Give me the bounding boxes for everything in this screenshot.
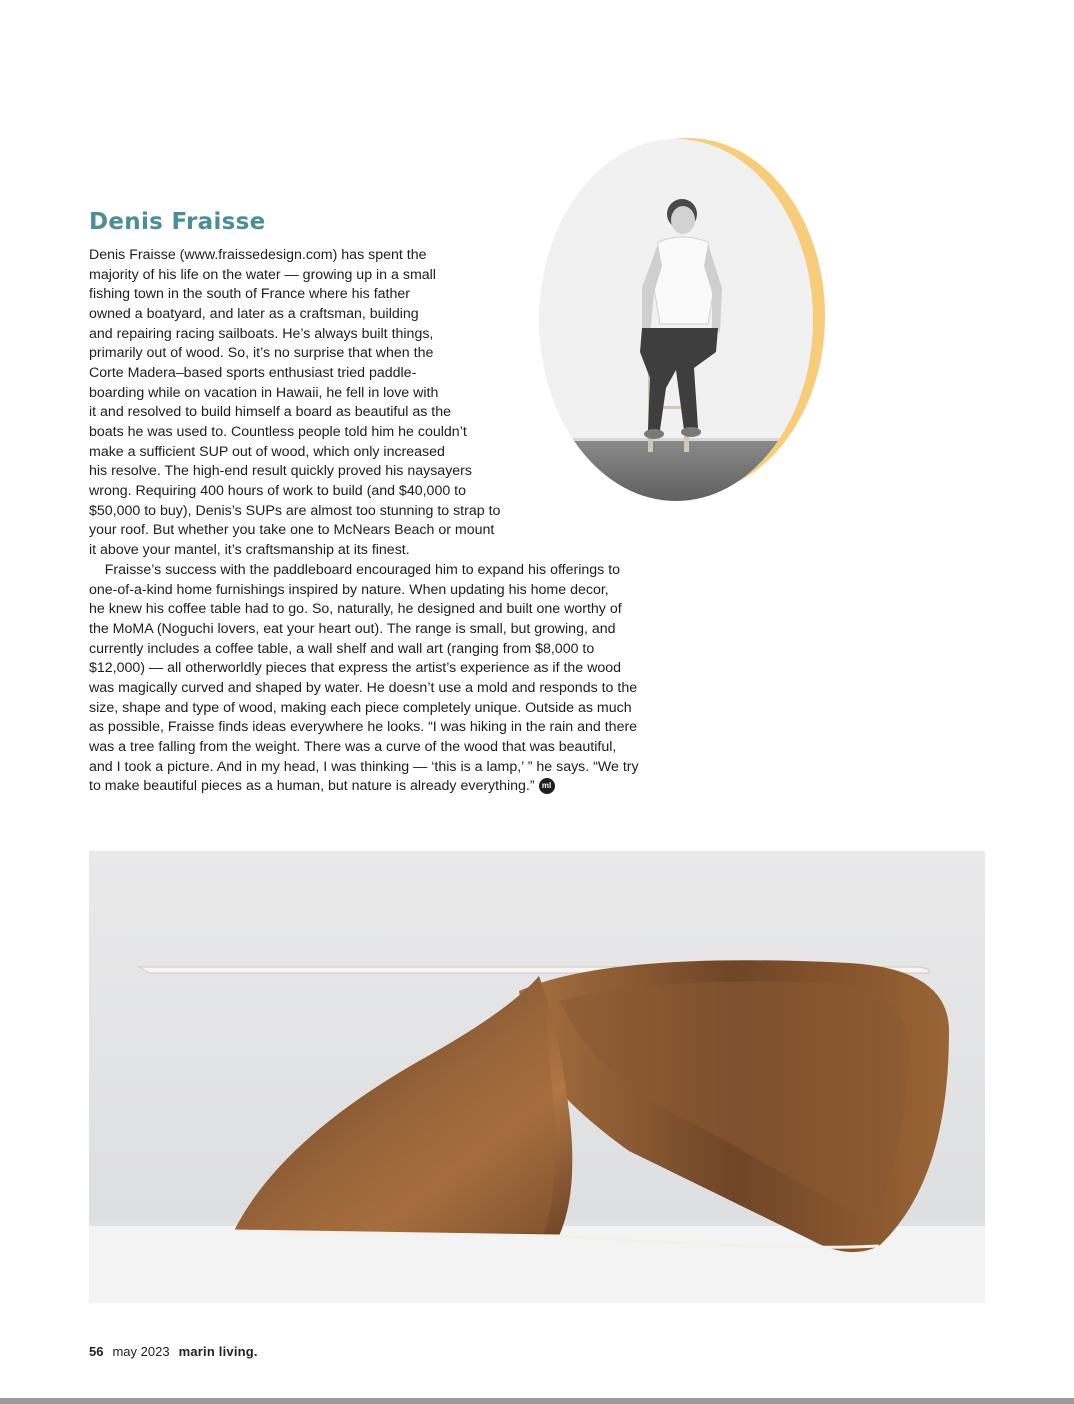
coffee-table-photo [89,851,985,1303]
paragraph-line: Fraisse’s success with the paddleboard encouraged him to expand his offerings to [89,562,621,578]
paragraph-line: fishing town in the south of France where his father [89,286,410,303]
paragraph-line: his resolve. The high-end result quickly proved his naysayers [89,463,472,480]
article-paragraph-1 [89,246,549,561]
paragraph-line: boats he was used to. Countless people told him he couldn’t [89,423,467,440]
paragraph-line: wrong. Requiring 400 hours of work to build (and $40,000 to [89,482,466,499]
article-heading: Denis Fraisse [89,209,266,235]
paragraph-line: Denis Fraisse (www.fraissedesign.com) has spent the [89,247,427,263]
paragraph-line: and repairing racing sailboats. He’s always built things, [89,325,434,342]
paragraph-line: one-of-a-kind home furnishings inspired by nature. When updating his home decor, [89,581,609,598]
bottom-divider [0,1398,1074,1404]
paragraph-line: it above your mantel, it’s craftsmanship at its finest. [89,541,410,558]
paragraph-line: size, shape and type of wood, making each piece completely unique. Outside as much [89,699,632,716]
paragraph-line: majority of his life on the water — growing up in a small [89,266,436,283]
paragraph-line: $12,000) — all otherworldly pieces that express the artist’s experience as if the wood [89,660,622,677]
paragraph-line: the MoMA (Noguchi lovers, eat your heart out). The range is small, but growing, and [89,620,616,637]
paragraph-line: currently includes a coffee table, a wall shelf and wall art (ranging from $8,000 to [89,640,595,657]
paragraph-line: owned a boatyard, and later as a craftsman, building [89,305,419,322]
portrait-photo [538,138,828,503]
page-footer [89,1344,258,1359]
paragraph-line: as possible, Fraisse finds ideas everywhere he looks. “I was hiking in the rain and there [89,719,638,736]
paragraph-line: $50,000 to buy), Denis’s SUPs are almost too stunning to strap to [89,502,501,519]
paragraph-line: and I took a picture. And in my head, I was thinking — ‘this is a lamp,’ ” he says. “We try [89,758,639,775]
issue-date: may 2023 [112,1344,170,1359]
paragraph-line-text: to make beautiful pieces as a human, but nature is already everything.” [89,778,535,795]
paragraph-line: Corte Madera–based sports enthusiast tried paddle- [89,364,417,381]
paragraph-line: primarily out of wood. So, it’s no surprise that when the [89,345,434,362]
paragraph-line: it and resolved to build himself a board as beautiful as the [89,404,452,421]
paragraph-line: boarding while on vacation in Hawaii, he fell in love with [89,384,439,401]
page-number: 56 [89,1344,104,1359]
end-mark-icon: ml [539,778,555,794]
paragraph-line: was a tree falling from the weight. There was a curve of the wood that was beautiful, [89,738,617,755]
paragraph-line: your roof. But whether you take one to McNears Beach or mount [89,522,495,539]
article-paragraph-2 [89,561,701,797]
paragraph-line [89,777,701,797]
paragraph-line: make a sufficient SUP out of wood, which only increased [89,443,445,460]
magazine-brand: marin living. [178,1344,258,1359]
paragraph-line: he knew his coffee table had to go. So, naturally, he designed and built one worthy of [89,601,622,618]
paragraph-line: was magically curved and shaped by water. He doesn’t use a mold and responds to the [89,679,638,696]
